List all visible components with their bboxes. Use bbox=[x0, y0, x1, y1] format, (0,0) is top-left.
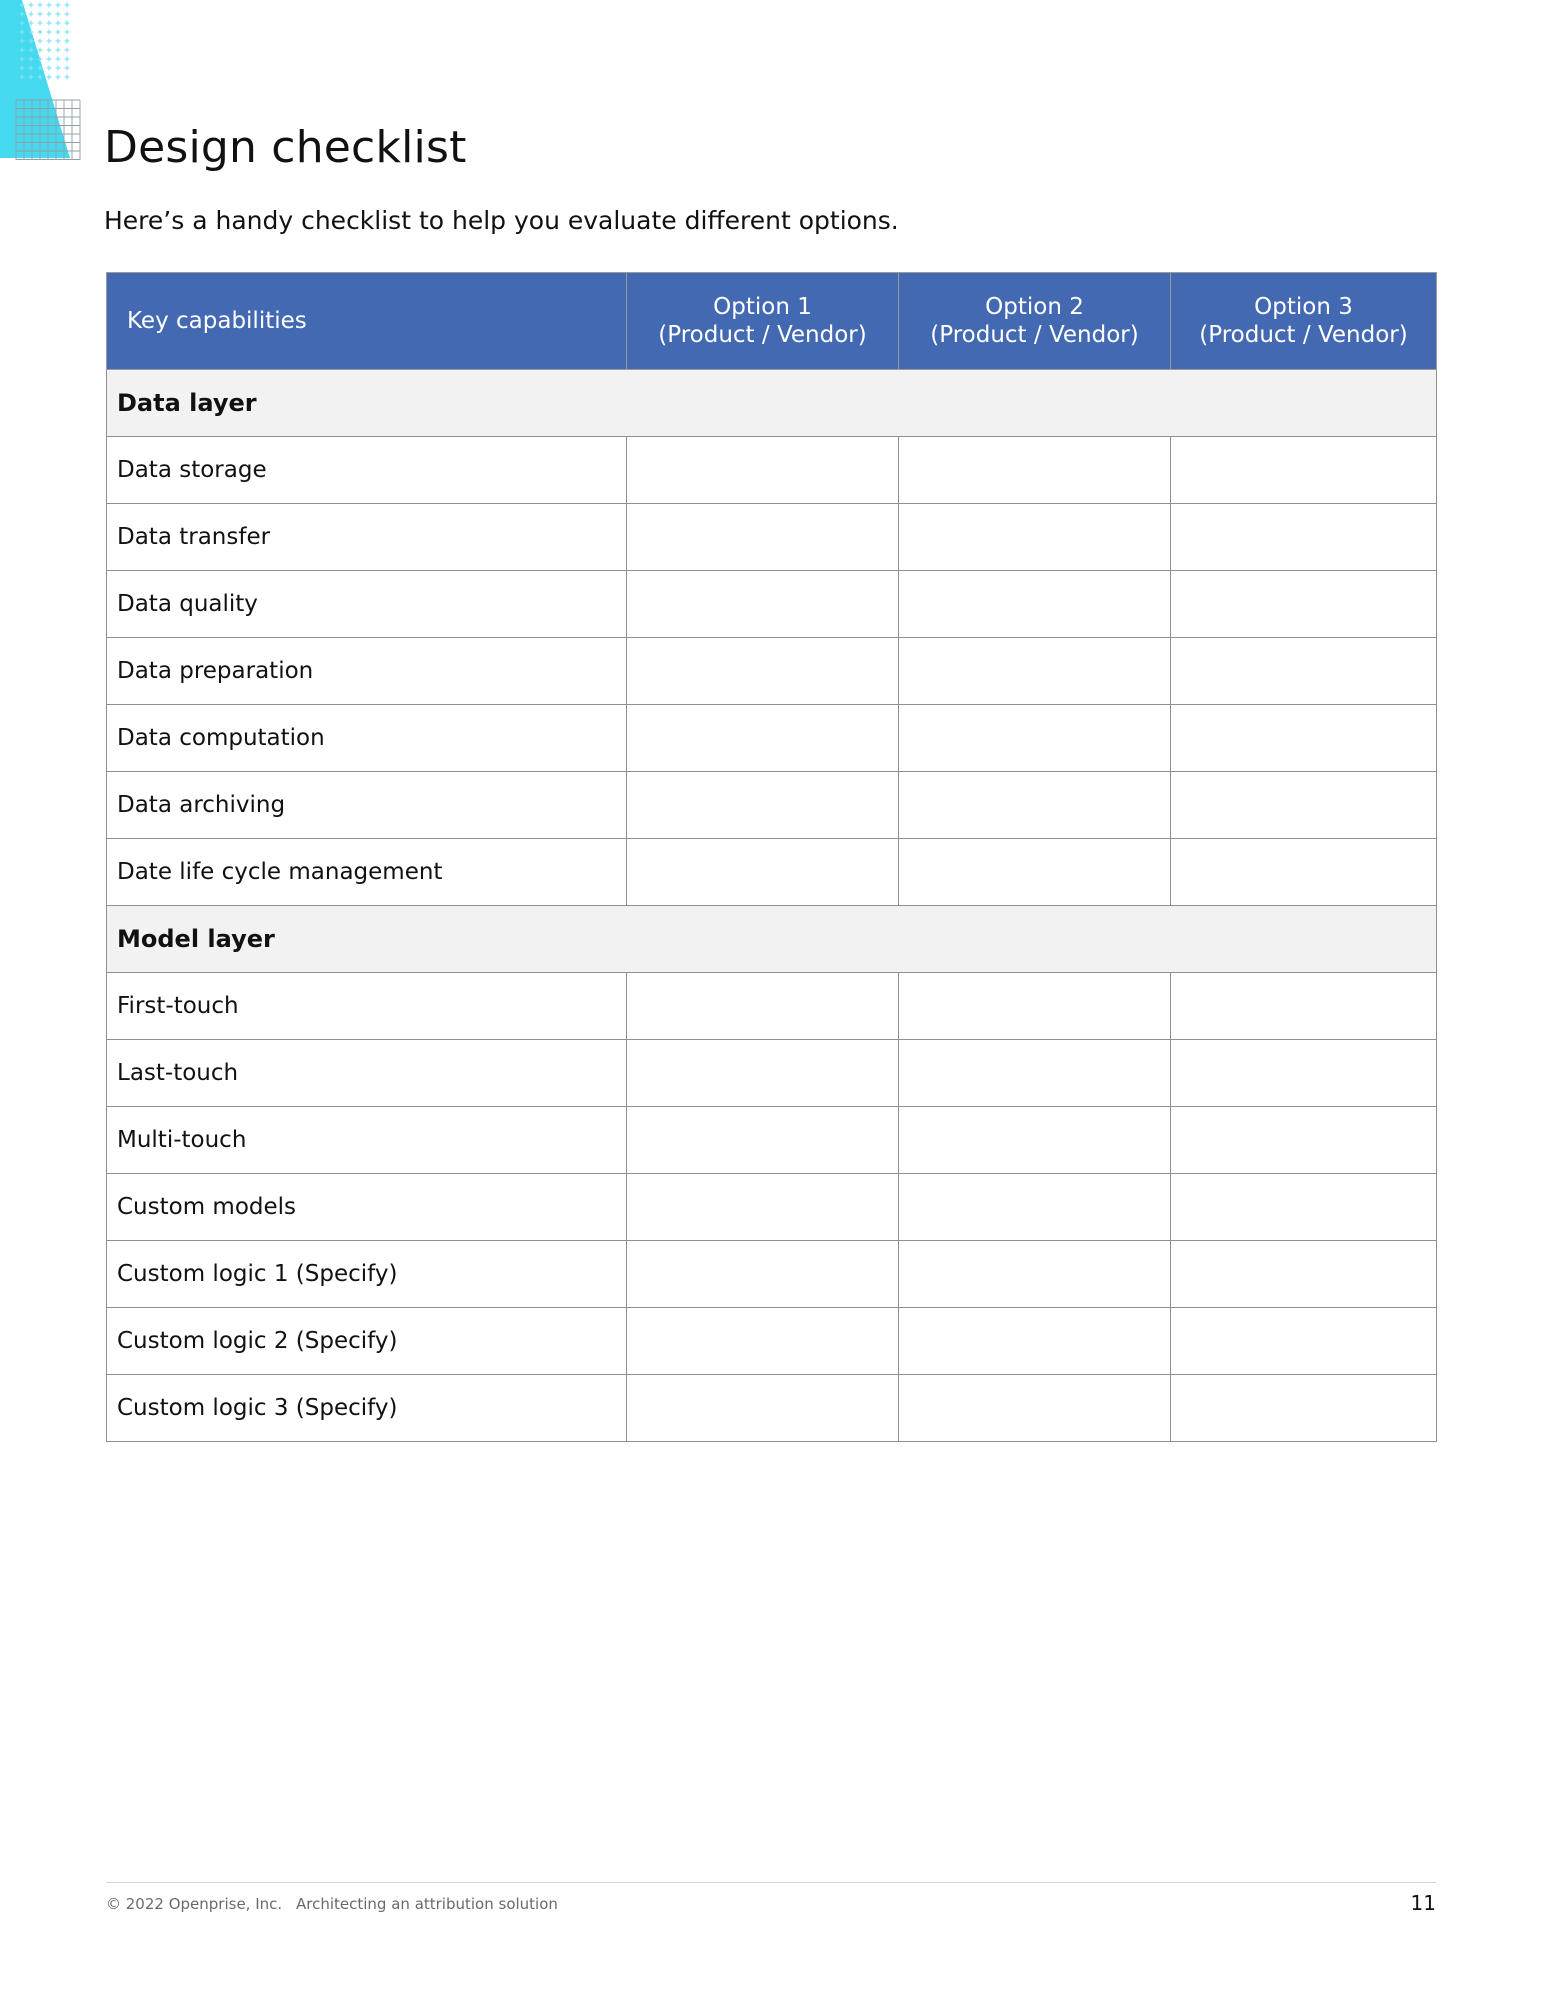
option-1-cell[interactable] bbox=[627, 973, 899, 1040]
option-1-cell[interactable] bbox=[627, 839, 899, 906]
option-1-cell[interactable] bbox=[627, 638, 899, 705]
header-option-1-name: Option 1 bbox=[713, 294, 812, 320]
option-1-cell[interactable] bbox=[627, 504, 899, 571]
header-option-3-sub: (Product / Vendor) bbox=[1199, 322, 1408, 348]
option-3-cell[interactable] bbox=[1171, 437, 1437, 504]
option-2-cell[interactable] bbox=[899, 1241, 1171, 1308]
capability-label: Custom models bbox=[107, 1174, 627, 1241]
section-row-data-layer bbox=[107, 370, 1437, 437]
option-3-cell[interactable] bbox=[1171, 504, 1437, 571]
header-key-capabilities: Key capabilities bbox=[107, 273, 627, 370]
page-subtitle: Here’s a handy checklist to help you evaluate different options. bbox=[104, 206, 899, 235]
option-3-cell[interactable] bbox=[1171, 1375, 1437, 1442]
table-row bbox=[107, 705, 1437, 772]
option-3-cell[interactable] bbox=[1171, 571, 1437, 638]
capability-label: Data quality bbox=[107, 571, 627, 638]
option-1-cell[interactable] bbox=[627, 772, 899, 839]
option-1-cell[interactable] bbox=[627, 1040, 899, 1107]
option-2-cell[interactable] bbox=[899, 571, 1171, 638]
option-2-cell[interactable] bbox=[899, 504, 1171, 571]
option-2-cell[interactable] bbox=[899, 638, 1171, 705]
option-1-cell[interactable] bbox=[627, 705, 899, 772]
table-row bbox=[107, 437, 1437, 504]
table-row bbox=[107, 973, 1437, 1040]
table-row bbox=[107, 1174, 1437, 1241]
capability-label: Data computation bbox=[107, 705, 627, 772]
section-title: Model layer bbox=[107, 906, 1437, 973]
page-number: 11 bbox=[1410, 1891, 1436, 1915]
header-option-2-sub: (Product / Vendor) bbox=[930, 322, 1139, 348]
option-2-cell[interactable] bbox=[899, 1308, 1171, 1375]
option-3-cell[interactable] bbox=[1171, 1241, 1437, 1308]
option-3-cell[interactable] bbox=[1171, 1308, 1437, 1375]
table-row bbox=[107, 504, 1437, 571]
header-option-3-name: Option 3 bbox=[1254, 294, 1353, 320]
option-1-cell[interactable] bbox=[627, 1174, 899, 1241]
option-3-cell[interactable] bbox=[1171, 1107, 1437, 1174]
footer-divider bbox=[106, 1882, 1436, 1883]
capability-label: Data preparation bbox=[107, 638, 627, 705]
option-2-cell[interactable] bbox=[899, 973, 1171, 1040]
capability-label: Date life cycle management bbox=[107, 839, 627, 906]
capability-label: Data transfer bbox=[107, 504, 627, 571]
capability-label: Custom logic 1 (Specify) bbox=[107, 1241, 627, 1308]
option-1-cell[interactable] bbox=[627, 437, 899, 504]
header-option-1-sub: (Product / Vendor) bbox=[658, 322, 867, 348]
option-2-cell[interactable] bbox=[899, 839, 1171, 906]
option-1-cell[interactable] bbox=[627, 571, 899, 638]
option-2-cell[interactable] bbox=[899, 1040, 1171, 1107]
table-row bbox=[107, 1241, 1437, 1308]
design-checklist-table bbox=[106, 272, 1437, 1442]
option-3-cell[interactable] bbox=[1171, 772, 1437, 839]
option-2-cell[interactable] bbox=[899, 705, 1171, 772]
capability-label: Last-touch bbox=[107, 1040, 627, 1107]
capability-label: Multi-touch bbox=[107, 1107, 627, 1174]
corner-pattern-icon bbox=[0, 0, 90, 165]
option-2-cell[interactable] bbox=[899, 772, 1171, 839]
option-3-cell[interactable] bbox=[1171, 973, 1437, 1040]
capability-label: Custom logic 3 (Specify) bbox=[107, 1375, 627, 1442]
table-header-row bbox=[107, 273, 1437, 370]
capability-label: Custom logic 2 (Specify) bbox=[107, 1308, 627, 1375]
option-3-cell[interactable] bbox=[1171, 638, 1437, 705]
option-3-cell[interactable] bbox=[1171, 705, 1437, 772]
table-row bbox=[107, 839, 1437, 906]
option-2-cell[interactable] bbox=[899, 1174, 1171, 1241]
option-3-cell[interactable] bbox=[1171, 1174, 1437, 1241]
option-2-cell[interactable] bbox=[899, 1107, 1171, 1174]
table-row bbox=[107, 1308, 1437, 1375]
footer-document-title: Architecting an attribution solution bbox=[296, 1895, 558, 1913]
option-1-cell[interactable] bbox=[627, 1308, 899, 1375]
header-option-2-name: Option 2 bbox=[985, 294, 1084, 320]
section-title: Data layer bbox=[107, 370, 1437, 437]
header-option-3 bbox=[1171, 273, 1437, 370]
option-1-cell[interactable] bbox=[627, 1375, 899, 1442]
table-row bbox=[107, 772, 1437, 839]
option-3-cell[interactable] bbox=[1171, 839, 1437, 906]
header-option-2 bbox=[899, 273, 1171, 370]
option-2-cell[interactable] bbox=[899, 437, 1171, 504]
option-3-cell[interactable] bbox=[1171, 1040, 1437, 1107]
option-2-cell[interactable] bbox=[899, 1375, 1171, 1442]
capability-label: Data storage bbox=[107, 437, 627, 504]
table-row bbox=[107, 638, 1437, 705]
table-row bbox=[107, 1040, 1437, 1107]
page-title: Design checklist bbox=[104, 122, 467, 173]
footer-copyright: © 2022 Openprise, Inc. bbox=[106, 1895, 283, 1913]
table-row bbox=[107, 1375, 1437, 1442]
section-row-model-layer bbox=[107, 906, 1437, 973]
capability-label: First-touch bbox=[107, 973, 627, 1040]
table-row bbox=[107, 1107, 1437, 1174]
option-1-cell[interactable] bbox=[627, 1107, 899, 1174]
option-1-cell[interactable] bbox=[627, 1241, 899, 1308]
header-option-1 bbox=[627, 273, 899, 370]
capability-label: Data archiving bbox=[107, 772, 627, 839]
table-row bbox=[107, 571, 1437, 638]
